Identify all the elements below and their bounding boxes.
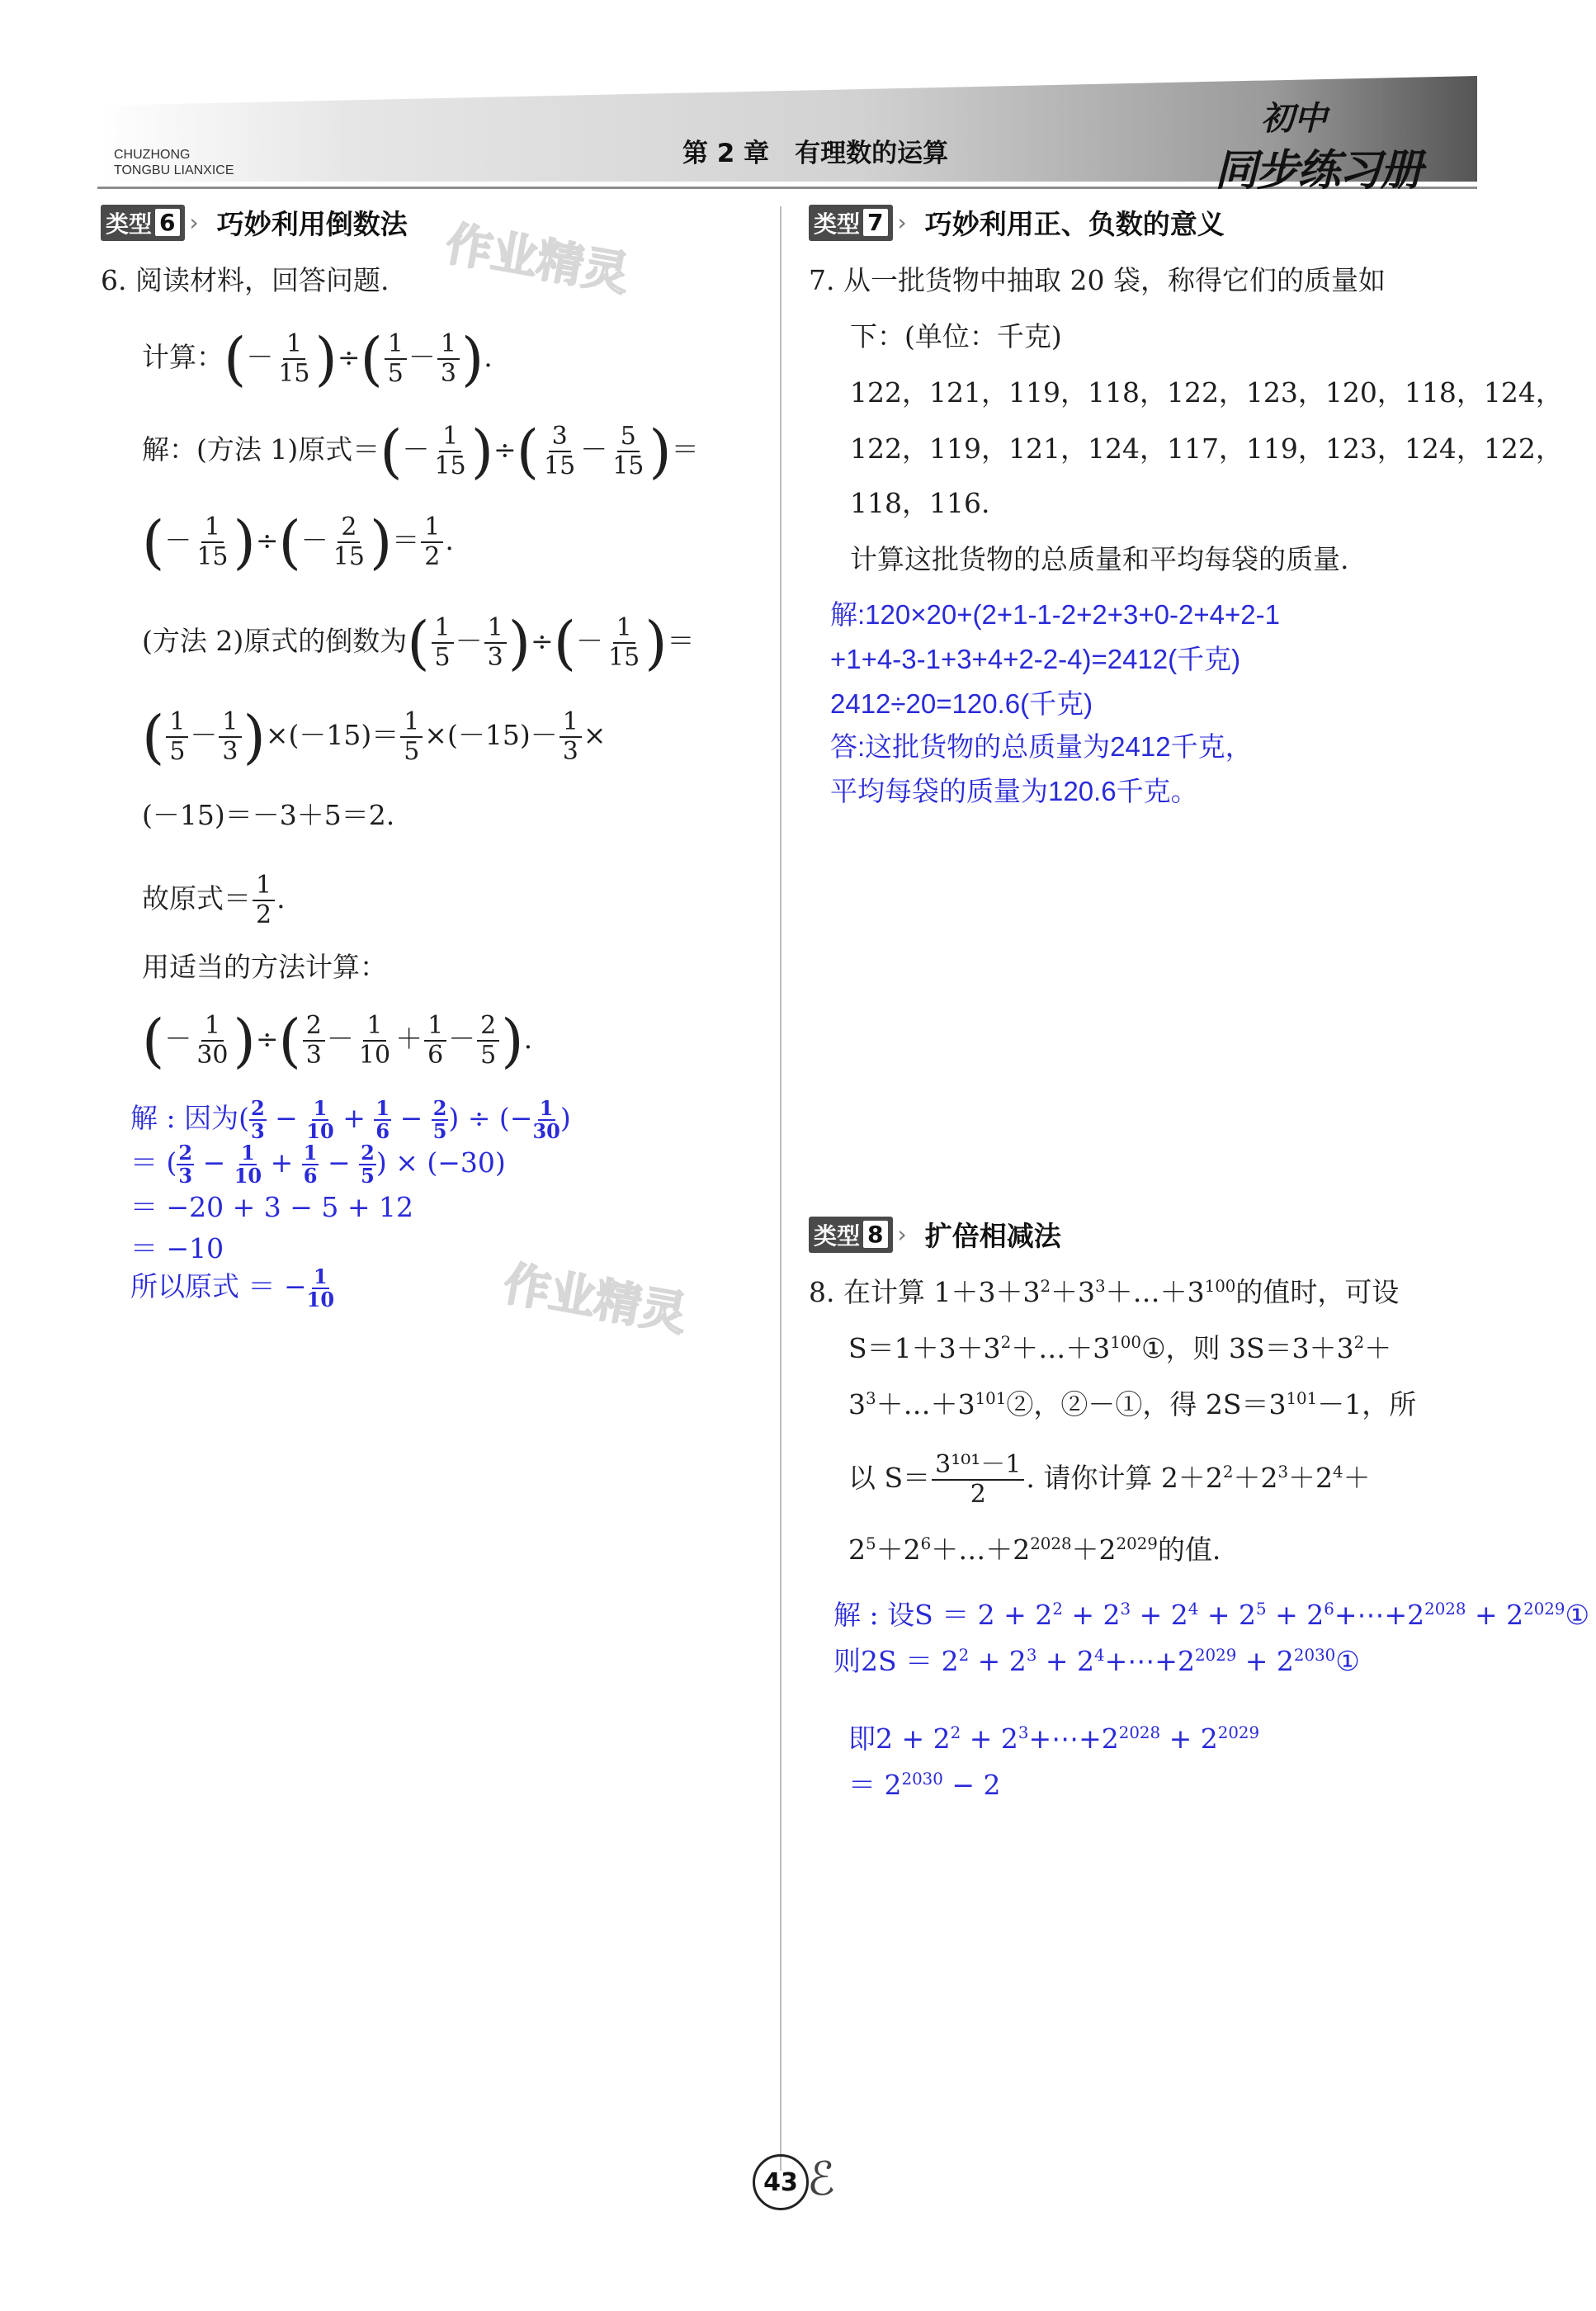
- chevron-right-icon: ›: [897, 1221, 907, 1248]
- answer6-line2: ＝ ( $\frac{2}{3}$ − $\frac{1}{10}$ + $\frac{1}{6}$ − $\frac{2}{5}$ ) × (−30): [130, 1141, 506, 1188]
- type-badge: 类型 6: [101, 205, 185, 241]
- type-title: 扩倍相减法: [924, 1220, 1061, 1252]
- q7-line2: 下：(单位：千克): [850, 320, 1062, 352]
- q7-line5: 118，116.: [850, 487, 990, 519]
- type7-heading: [809, 203, 1225, 242]
- q6-expression: 计算：(－ $\frac{1}{15}$ )÷( $\frac{1}{5}$ － $\frac{1}{3}$ ).: [142, 325, 493, 393]
- q6-conclusion: 故原式＝ $\frac{1}{2}$ .: [142, 871, 286, 929]
- q7-line6: 计算这批货物的总质量和平均每袋的质量.: [850, 543, 1349, 575]
- q6-task: 用适当的方法计算：: [142, 951, 387, 983]
- answer6-line5: 所以原式 ＝ − $\frac{1}{10}$: [130, 1264, 335, 1311]
- q6-method1-line1: 解：(方法 1)原式＝(－ $\frac{1}{15}$ )÷( $\frac{3}{15}$ － $\frac{5}{15}$ )＝: [142, 418, 699, 485]
- answer8-line1: 解 : 设$S = 2 + 2^2 + 2^3 + 2^4 + 2^5$ + $2^6+\cdots+2^{2028}$ + $2^{2029}①$: [833, 1599, 1590, 1631]
- q8-line1: 8. 在计算 $1+3+3^2+3^3+\dots+3^{100}$的值时，可设: [809, 1276, 1400, 1308]
- type-badge: 类型 7: [809, 205, 893, 241]
- q6-task-expression: (－ $\frac{1}{30}$ )÷( $\frac{2}{3}$ － $\frac{1}{10}$ ＋ $\frac{1}{6}$ － $\frac{2}{5}$ ).: [142, 1007, 533, 1075]
- chevron-right-icon: ›: [189, 209, 199, 236]
- answer6-line4: ＝ −10: [130, 1232, 224, 1264]
- q8-line3: $3^3+\dots+3^{101}②$，②－①，得 $2S=3^{101}-1$，所: [848, 1388, 1417, 1420]
- brand-line-1: CHUZHONG: [114, 148, 191, 162]
- answer7-line4: 答:这批货物的总质量为2412千克，: [830, 731, 1253, 762]
- q7-line1: 7. 从一批货物中抽取 20 袋，称得它们的质量如: [809, 264, 1386, 296]
- logo-bottom-text: 同步练习册: [1215, 146, 1422, 196]
- q6-method1-line2: (－ $\frac{1}{15}$ )÷(－ $\frac{2}{15}$ )＝ $\frac{1}{2}$ .: [142, 508, 454, 576]
- type6-heading: [101, 203, 408, 242]
- watermark: 作业精灵: [499, 1256, 692, 1342]
- answer6-line3: ＝ −20 + 3 − 5 + 12: [130, 1191, 414, 1223]
- brand-english: [114, 147, 234, 178]
- type-title: 巧妙利用正、负数的意义: [924, 208, 1225, 240]
- answer8-line3: 即$2 + 2^2$ + $2^3+\cdots+2^{2028} + 2^{2029}$: [848, 1723, 1260, 1755]
- column-divider: [780, 206, 781, 2171]
- answer7-line2: +1+4-3-1+3+4+2-2-4)=2412(千克): [830, 644, 1241, 674]
- chevron-right-icon: ›: [897, 209, 907, 236]
- chapter-title: 第 2 章 有理数的运算: [682, 139, 949, 168]
- answer6-line1: 解 : 因为( $\frac{2}{3}$ − $\frac{1}{10}$ + $\frac{1}{6}$ − $\frac{2}{5}$ ) ÷ (− $\frac{1}{30}$ ): [130, 1096, 571, 1143]
- q8-line2: $S=1+3+3^2+\dots+3^{100}①$，则 $3S=3+3^2+$: [848, 1332, 1392, 1364]
- type8-heading: [809, 1215, 1061, 1254]
- type-title: 巧妙利用倒数法: [216, 208, 408, 240]
- type-number: 8: [863, 1221, 887, 1248]
- question-6-intro: 6. 阅读材料，回答问题.: [101, 264, 390, 296]
- page-number: 43: [753, 2154, 809, 2210]
- brand-line-2: TONGBU LIANXICE: [114, 163, 234, 177]
- q6-method2-line1: (方法 2)原式的倒数为( $\frac{1}{5}$ － $\frac{1}{3}$ )÷(－ $\frac{1}{15}$ )＝: [142, 609, 695, 677]
- q7-line3: 122，121，119，118，122，123，120，118，124，: [850, 376, 1563, 409]
- q8-line4: 以 S＝ $\frac{\text{3¹⁰¹－1}}{2}$ . 请你计算 $2+2^2+2^3+2^4+$: [848, 1450, 1371, 1509]
- q7-line4: 122，119，121，124，117，119，123，124，122，: [850, 432, 1563, 465]
- answer7-line5: 平均每袋的质量为120.6千克。: [830, 776, 1198, 806]
- type-number: 7: [863, 209, 887, 236]
- q8-line5: $2^5+2^6+\dots+2^{2028}+2^{2029}$的值.: [848, 1534, 1221, 1566]
- logo-top-text: 初中: [1261, 100, 1327, 138]
- q6-method2-line3: (－15)＝－3＋5＝2.: [142, 799, 395, 831]
- answer8-line4: ＝ $2^{2030} - 2$: [848, 1769, 1001, 1801]
- type-number: 6: [155, 209, 179, 236]
- q6-method2-line2: ( $\frac{1}{5}$ － $\frac{1}{3}$ )×(－15)＝ $\frac{1}{5}$ ×(－15)－ $\frac{1}{3}$ ×: [142, 703, 607, 771]
- answer7-line3: 2412÷20=120.6(千克): [830, 688, 1093, 719]
- page-ornament-icon: ℰ: [807, 2153, 835, 2206]
- answer8-line2: 则$2S = 2^2 + 2^3$ + $2^4+\cdots+2^{2029}$ + $2^{2030}①$: [833, 1645, 1360, 1677]
- answer7-line1: 解:120×20+(2+1-1-2+2+3+0-2+4+2-1: [830, 599, 1280, 630]
- type-badge: 类型 8: [809, 1217, 893, 1253]
- watermark: 作业精灵: [441, 216, 634, 302]
